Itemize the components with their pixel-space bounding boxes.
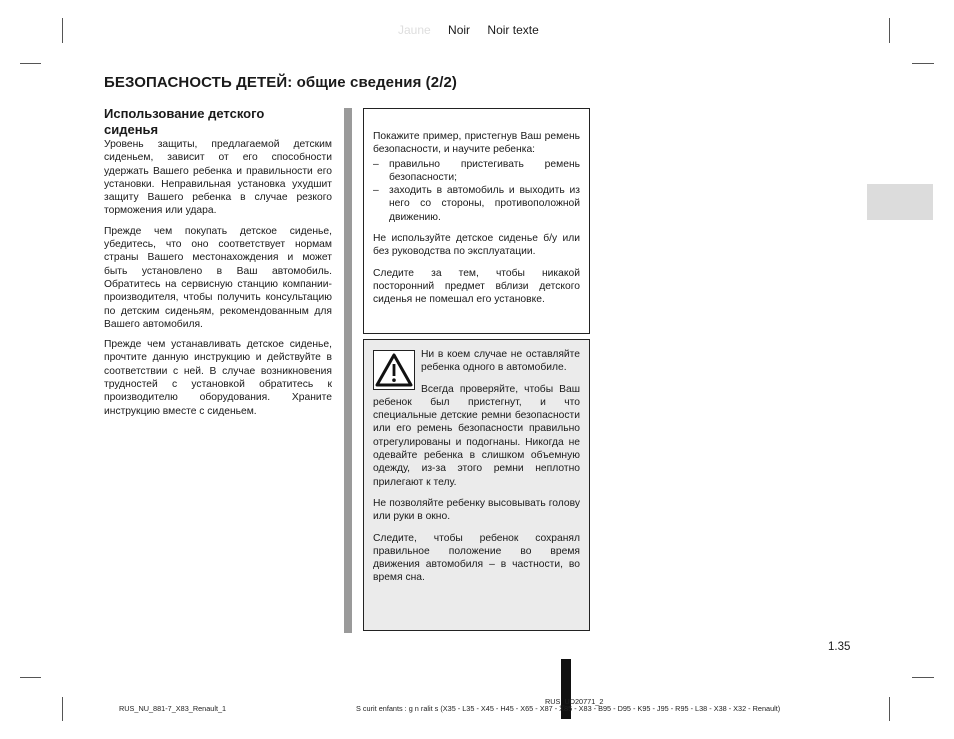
footer-file-name: RUS_NU_881-7_X83_Renault_1 [119, 704, 227, 713]
list-item-text: заходить в автомобиль и выходить из него со стороны, противоположной движению. [389, 185, 580, 223]
crop-mark [20, 63, 41, 64]
list-item [373, 184, 580, 224]
info-paragraph: Следите за тем, чтобы никакой посторонний предмет вблизи детского сиденья не помешал его установке. [373, 267, 580, 306]
warning-paragraph: Следите, чтобы ребенок сохранял правильное положение во время движения автомобиля – в частности, во время сна. [373, 532, 580, 584]
info-intro: Покажите пример, пристегнув Ваш ремень безопасности, и научите ребенка: [373, 131, 580, 156]
dash-marker: – [373, 158, 379, 170]
list-item [373, 158, 580, 185]
warning-block [373, 348, 580, 585]
info-box [363, 108, 590, 334]
crop-mark [912, 677, 934, 678]
left-column [104, 106, 332, 425]
section-heading-line-2: сиденья [104, 121, 159, 137]
crop-mark [912, 63, 934, 64]
info-paragraph: Не используйте детское сиденье б/у или без руководства по эксплуатации. [373, 233, 580, 258]
footer-section-title: S curit enfants : g n ralit s (X35 - L35 - X45 - H45 - X65 - X87 - X85 - X83 - B95 - D95 - K95 - J95 - R95 - L38 - X38 - X32 - Renault) [356, 704, 781, 713]
warning-paragraph: Всегда проверяйте, чтобы Ваш ребенок был пристегнут, и что специальные детские ремни безопасности или его ремень безопасности правильно отрегулированы и подогнаны. Никогда не одевайте ребенка в слишком объемную одежду, из-за этого ремни неплотно прилегают к телу. [373, 383, 580, 488]
color-bar [398, 23, 553, 37]
section-heading [104, 106, 332, 137]
info-list [373, 158, 580, 224]
page-title: БЕЗОПАСНОСТЬ ДЕТЕЙ: общие сведения (2/2) [104, 74, 458, 91]
footer-code: RUS_UD20771_2 [545, 697, 604, 706]
warning-paragraph: Ни в коем случае не оставляйте ребенка одного в автомобиле. [421, 349, 580, 374]
dash-marker: – [373, 185, 379, 197]
crop-mark [20, 677, 41, 678]
paragraph: Уровень защиты, предлагаемой детским сиденьем, зависит от его способности удержать Вашего ребенка и правильности его установки. Неправильная установка ухудшит защиту Вашего ребенка в случае резкого торможения или удара. [104, 139, 332, 217]
color-label-jaune: Jaune [398, 23, 431, 37]
chapter-side-tab [867, 184, 933, 220]
list-item-text: правильно пристегивать ремень безопасности; [389, 158, 580, 183]
warning-triangle-icon [373, 350, 415, 390]
color-label-noir: Noir [448, 23, 471, 37]
crop-mark [62, 697, 63, 721]
section-heading-line-1: Использование детского [104, 106, 265, 121]
crop-mark [889, 18, 890, 43]
warning-paragraph: Не позволяйте ребенку высовывать голову или руки в окно. [373, 497, 580, 523]
paragraph: Прежде чем устанавливать детское сиденье, прочтите данную инструкцию и действуйте в соответствии с ней. В случае возникновения трудностей с установкой обратитесь к производителю оборудования. Храните инструкцию вместе с сиденьем. [104, 339, 332, 417]
crop-mark [62, 18, 63, 43]
warning-triangle-svg [374, 351, 414, 389]
gray-side-rule [344, 108, 352, 633]
warning-box [363, 339, 590, 631]
crop-mark [889, 697, 890, 721]
paragraph: Прежде чем покупать детское сиденье, убедитесь, что оно соответствует нормам страны Вашего местонахождения и может быть установлено в Ваш автомобиль. Обратитесь на сервисную станцию компании-производителя, чтобы получить консультацию по детским сиденьям, рекомендованным для Вашего автомобиля. [104, 225, 332, 330]
page-number: 1.35 [828, 641, 851, 653]
color-label-noir-texte: Noir texte [487, 23, 539, 37]
